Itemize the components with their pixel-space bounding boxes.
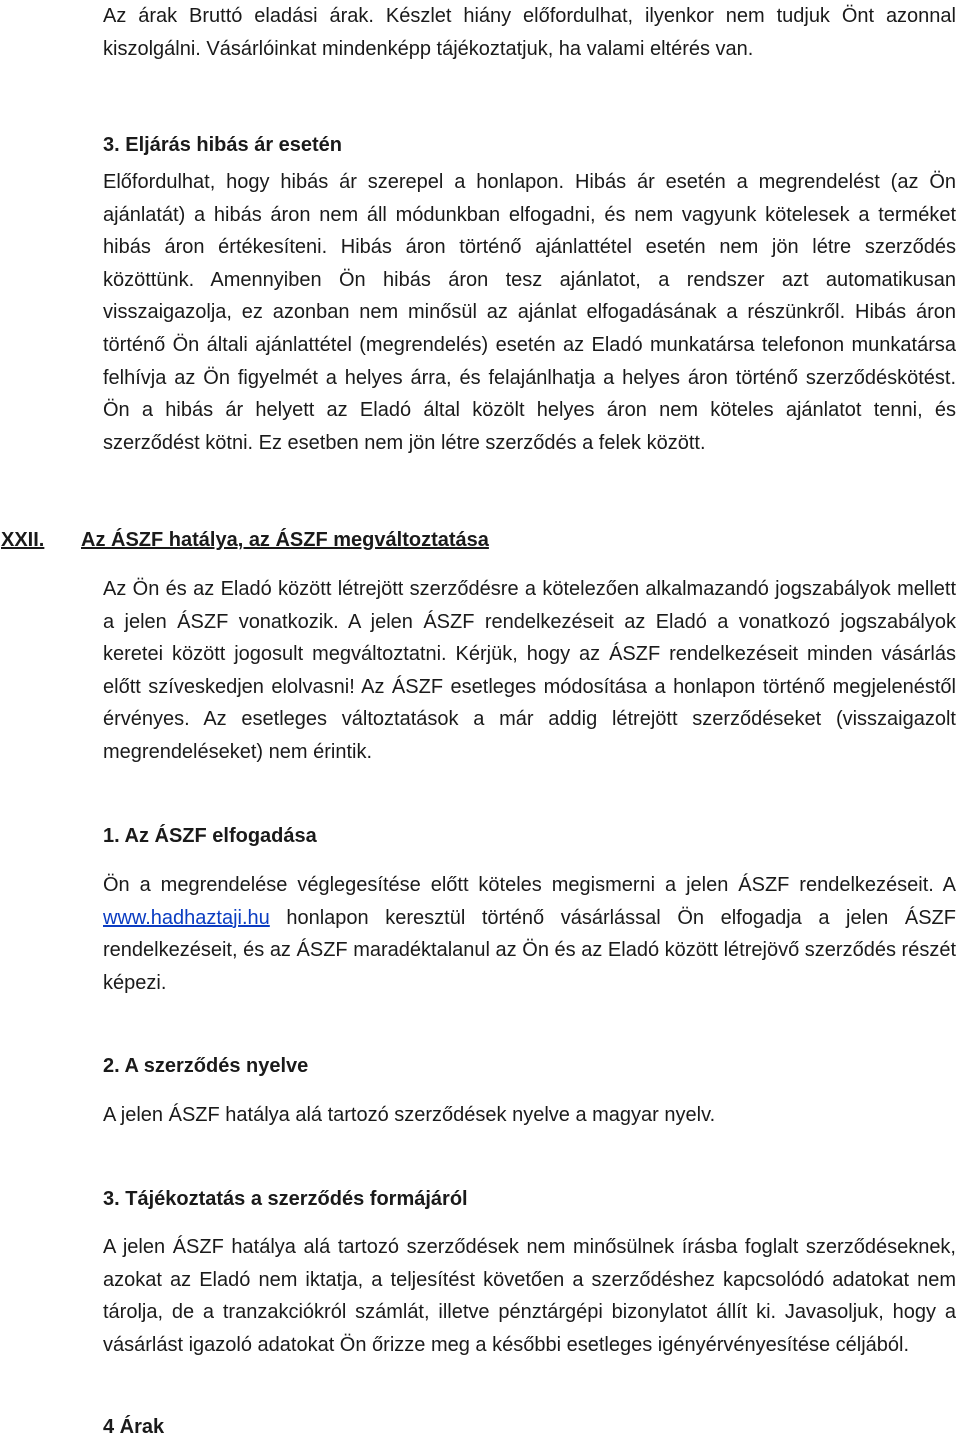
chapter-paragraph: Az Ön és az Eladó között létrejött szerződésre a kötelezően alkalmazandó jogszabályok mellett a jelen ÁSZF vonatkozik. A jelen ÁSZF rendelkezéseit az Eladó a vonatkozó jogszabályok keretei között jogosult megváltoztatni. Kérjük, hogy az ÁSZF rendelkezéseit minden vásárlás előtt szíveskedjen elolvasni! Az ÁSZF esetleges módosítása a honlapon történő megjelenéstől érvényes. Az esetleges változtatások a már addig létrejött szerződéseket (visszaigazolt megrendeléseket) nem érintik.	[103, 578, 956, 763]
website-link[interactable]: www.hadhaztaji.hu	[103, 906, 270, 929]
section-heading-error-price: 3. Eljárás hibás ár esetén	[103, 134, 343, 156]
section-heading-prices: 4 Árak	[103, 1416, 165, 1438]
contract-form-paragraph: A jelen ÁSZF hatálya alá tartozó szerződések nem minősülnek írásba foglalt szerződéseknek, azokat az Eladó nem iktatja, a teljesítést követően a szerződéshez kapcsolódó adatokat nem tárolja, de a tranzakciókról számlát, illetve pénztárgépi bizonylatot állít ki. Javasoljuk, hogy a vásárlást igazoló adatokat Ön őrizze meg a későbbi esetleges igényérvényesítése céljából.	[103, 1236, 956, 1356]
acceptance-text-end: honlapon keresztül történő vásárlással Ön elfogadja a jelen ÁSZF rendelkezéseit, és az ÁSZF maradéktalanul az Ön és az Eladó között létrejövő szerződés részét képezi.	[103, 906, 956, 994]
language-paragraph: A jelen ÁSZF hatálya alá tartozó szerződések nyelve a magyar nyelv.	[103, 1104, 716, 1126]
acceptance-paragraph	[103, 869, 956, 999]
chapter-number: XXII.	[1, 529, 45, 551]
section-heading-acceptance: 1. Az ÁSZF elfogadása	[103, 825, 317, 847]
intro-paragraph: Az árak Bruttó eladási árak. Készlet hiány előfordulhat, ilyenkor nem tudjuk Önt azonnal kiszolgálni. Vásárlóinkat mindenképp tájékoztatjuk, ha valami eltérés van.	[103, 5, 956, 60]
chapter-title: Az ÁSZF hatálya, az ÁSZF megváltoztatása	[81, 529, 489, 551]
section-heading-language: 2. A szerződés nyelve	[103, 1055, 309, 1077]
section-heading-contract-form: 3. Tájékoztatás a szerződés formájáról	[103, 1188, 468, 1210]
acceptance-text-start: Ön a megrendelése véglegesítése előtt köteles megismerni a jelen ÁSZF rendelkezéseit. A	[103, 874, 956, 896]
error-price-paragraph: Előfordulhat, hogy hibás ár szerepel a honlapon. Hibás ár esetén a megrendelést (az Ön ajánlatát) a hibás áron nem áll módunkban elfogadni, és nem vagyunk kötelesek a terméket hibás áron értékesíteni. Hibás áron történő ajánlattétel esetén nem jön létre szerződés közöttünk. Amennyiben Ön hibás áron tesz ajánlatot, a rendszer azt automatikusan visszaigazolja, ez azonban nem minősül az ajánlat elfogadásának a részünkről. Hibás áron történő Ön általi ajánlattétel (megrendelés) esetén az Eladó munkatársa telefonon munkatársa felhívja az Ön figyelmét a helyes árra, és felajánlhatja a helyes áron történő szerződéskötést. Ön a hibás ár helyett az Eladó által közölt helyes áron nem köteles ajánlatot tenni, és szerződést kötni. Ez esetben nem jön létre szerződés a felek között.	[103, 171, 956, 454]
